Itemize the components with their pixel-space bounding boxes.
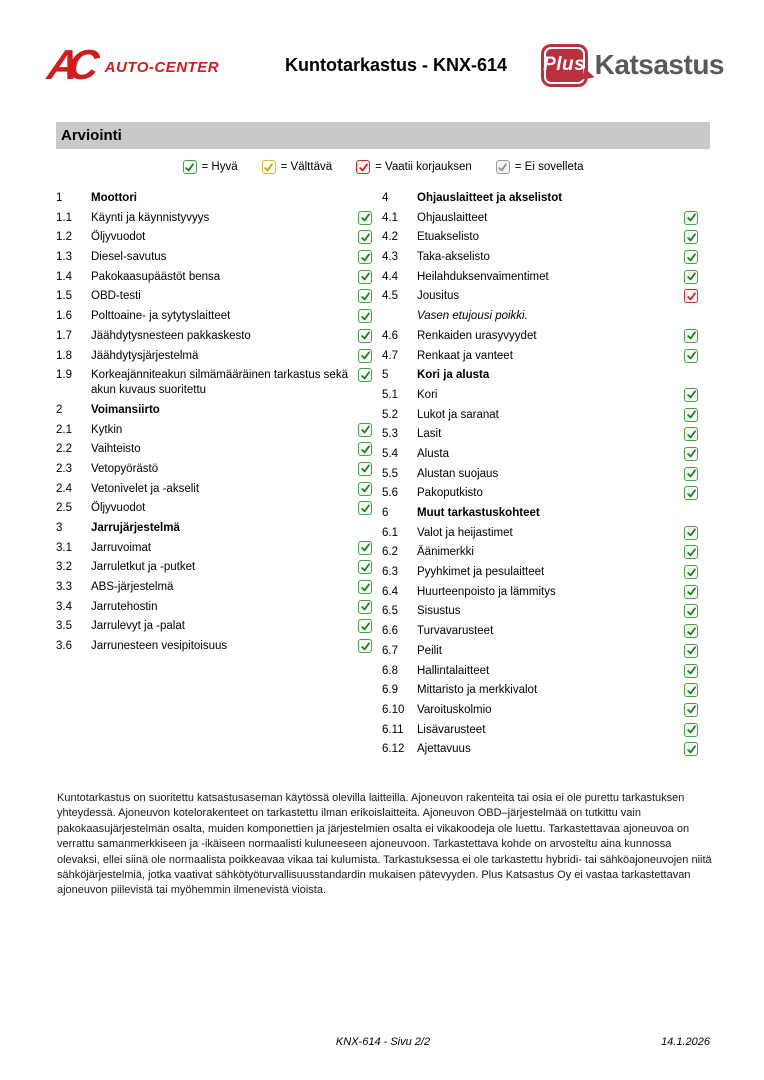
status-checkbox-good-icon	[684, 585, 698, 599]
autocenter-logo	[44, 41, 263, 88]
report-header	[44, 36, 724, 94]
item-number: 5.3	[382, 428, 398, 441]
checklist-row	[56, 501, 372, 516]
checklist-row	[56, 309, 372, 324]
status-checkbox-good-icon	[684, 408, 698, 422]
status-checkbox-good-icon	[358, 600, 372, 614]
checklist-row	[382, 191, 698, 206]
status-checkbox-good-icon	[684, 683, 698, 697]
checklist-row	[382, 309, 698, 324]
autocenter-monogram-icon: AC	[44, 41, 93, 88]
item-number: 4.6	[382, 329, 398, 342]
legend-label: = Vaatii korjauksen	[375, 161, 472, 173]
footer-page-number: KNX-614 - Sivu 2/2	[335, 1036, 431, 1048]
item-number: 2.3	[56, 462, 72, 475]
checklist-row	[56, 270, 372, 285]
status-checkbox-good-icon	[684, 664, 698, 678]
status-checkbox-good-icon	[358, 309, 372, 323]
item-label: Polttoaine- ja sytytyslaitteet	[91, 310, 231, 323]
item-number: 3.6	[56, 640, 72, 653]
page-footer	[56, 1036, 710, 1052]
item-number: 6.12	[382, 743, 405, 756]
item-label: Alustan suojaus	[417, 467, 499, 480]
checklist-row	[56, 230, 372, 245]
item-number: 1.9	[56, 369, 72, 382]
item-label: Jarruvoimat	[91, 541, 152, 554]
checklist-row	[382, 723, 698, 738]
item-label: Diesel-savutus	[91, 251, 167, 264]
legend-item-repair	[356, 160, 472, 174]
item-number: 1	[56, 192, 63, 204]
item-number: 3	[56, 522, 63, 534]
item-number: 6.4	[382, 585, 398, 598]
section-label: Jarrujärjestelmä	[91, 522, 180, 534]
item-label: Valot ja heijastimet	[417, 526, 513, 539]
item-number: 6.6	[382, 625, 398, 638]
item-number: 6.9	[382, 684, 398, 697]
item-label: Käynti ja käynnistyvyys	[91, 211, 210, 224]
item-label: Ohjauslaitteet	[417, 211, 488, 224]
checklist-row	[382, 368, 698, 383]
section-label: Muut tarkastuskohteet	[417, 507, 540, 519]
item-number: 4.5	[382, 290, 398, 303]
checklist-row	[56, 289, 372, 304]
checklist-row	[382, 683, 698, 698]
item-number: 1.2	[56, 231, 72, 244]
checklist-row	[56, 600, 372, 615]
item-number: 1.8	[56, 349, 72, 362]
item-number: 4.7	[382, 349, 398, 362]
status-checkbox-good-icon	[358, 250, 372, 264]
checklist-row	[56, 580, 372, 595]
item-label: Renkaat ja vanteet	[417, 349, 513, 362]
checklist-row	[382, 604, 698, 619]
item-label: Heilahduksenvaimentimet	[417, 270, 549, 283]
item-number: 6.8	[382, 664, 398, 677]
item-label: Hallintalaitteet	[417, 664, 490, 677]
status-checkbox-good-icon	[684, 329, 698, 343]
checklist-row	[56, 211, 372, 226]
checklist-column-right	[382, 191, 698, 762]
item-label: Kytkin	[91, 423, 123, 436]
section-header-arviointi: Arviointi	[56, 122, 710, 149]
checklist-row	[56, 442, 372, 457]
item-number: 1.7	[56, 329, 72, 342]
item-label: Mittaristo ja merkkivalot	[417, 684, 538, 697]
item-number: 6.2	[382, 546, 398, 559]
item-label: Jäähdytysjärjestelmä	[91, 349, 199, 362]
item-number: 3.5	[56, 620, 72, 633]
checklist-row	[382, 349, 698, 364]
checklist-row	[382, 644, 698, 659]
item-label: Jarrutehostin	[91, 600, 158, 613]
status-checkbox-good-icon	[684, 230, 698, 244]
status-checkbox-fair-icon	[262, 160, 276, 174]
checklist-row	[56, 462, 372, 477]
item-number: 3.2	[56, 561, 72, 574]
legend-label: = Ei sovelleta	[514, 161, 584, 173]
status-checkbox-repair-icon	[684, 289, 698, 303]
item-number: 5.4	[382, 447, 398, 460]
checklist-row	[382, 329, 698, 344]
item-label: Öljyvuodot	[91, 231, 146, 244]
status-checkbox-good-icon	[684, 467, 698, 481]
status-checkbox-good-icon	[684, 644, 698, 658]
checklist-row	[56, 541, 372, 556]
item-number: 6	[382, 507, 389, 519]
item-label: Etuakselisto	[417, 231, 480, 244]
item-label: Peilit	[417, 644, 442, 657]
plus-badge-icon: Plus	[541, 44, 588, 87]
checklist-row	[56, 329, 372, 344]
katsastus-logo-text: Katsastus	[594, 49, 724, 80]
checklist-row	[56, 619, 372, 634]
checklist-row	[56, 560, 372, 575]
item-label: Öljyvuodot	[91, 502, 146, 515]
status-checkbox-good-icon	[358, 270, 372, 284]
status-checkbox-good-icon	[358, 580, 372, 594]
item-number: 2.4	[56, 482, 72, 495]
item-label: Äänimerkki	[417, 546, 474, 559]
item-label: Pakokaasupäästöt bensa	[91, 270, 221, 283]
item-label: Jarruletkut ja -putket	[91, 561, 196, 574]
checklist-row	[382, 742, 698, 757]
status-checkbox-good-icon	[684, 604, 698, 618]
checklist-row	[382, 250, 698, 265]
item-number: 6.10	[382, 703, 405, 716]
status-checkbox-good-icon	[358, 423, 372, 437]
item-label: Ajettavuus	[417, 743, 471, 756]
autocenter-logo-text: AUTO-CENTER	[104, 58, 220, 76]
checklist-row	[382, 703, 698, 718]
item-label: Lasit	[417, 428, 442, 441]
checklist-row	[382, 565, 698, 580]
checklist-row	[56, 349, 372, 364]
checklist-row	[56, 368, 372, 398]
legend-item-good	[183, 160, 238, 174]
status-checkbox-good-icon	[684, 526, 698, 540]
checklist-row	[382, 388, 698, 403]
checklist-row	[56, 482, 372, 497]
status-legend	[56, 160, 710, 174]
checklist-row	[56, 191, 372, 206]
checklist-row	[382, 230, 698, 245]
item-number: 6.11	[382, 723, 404, 736]
item-label: Lisävarusteet	[417, 723, 486, 736]
item-label: Jäähdytysnesteen pakkaskesto	[91, 329, 251, 342]
item-number: 2.2	[56, 443, 72, 456]
item-label: Pyyhkimet ja pesulaitteet	[417, 566, 545, 579]
item-label: Kori	[417, 388, 438, 401]
footer-date: 14.1.2026	[661, 1036, 710, 1048]
legend-label: = Hyvä	[201, 161, 238, 173]
item-label: Jarrulevyt ja -palat	[91, 620, 185, 633]
plus-katsastus-logo	[529, 44, 724, 87]
item-number: 6.5	[382, 605, 398, 618]
item-label: Pakoputkisto	[417, 487, 483, 500]
checklist-row	[382, 664, 698, 679]
checklist-column-left	[56, 191, 372, 659]
item-number: 6.7	[382, 644, 398, 657]
checklist-row	[56, 250, 372, 265]
status-checkbox-good-icon	[684, 270, 698, 284]
status-checkbox-good-icon	[358, 482, 372, 496]
checklist-row	[382, 408, 698, 423]
status-checkbox-good-icon	[684, 388, 698, 402]
status-checkbox-good-icon	[358, 329, 372, 343]
item-label: ABS-järjestelmä	[91, 581, 174, 594]
status-checkbox-good-icon	[358, 619, 372, 633]
item-label: Korkeajänniteakun silmämääräinen tarkastus sekä akun kuvaus suoritettu	[91, 369, 348, 397]
status-checkbox-good-icon	[684, 723, 698, 737]
item-number: 1.3	[56, 251, 72, 264]
checklist-row	[56, 521, 372, 536]
item-label: Jarrunesteen vesipitoisuus	[91, 640, 228, 653]
checklist-row	[56, 639, 372, 654]
legend-item-na	[496, 160, 584, 174]
item-number: 4.1	[382, 211, 398, 224]
item-number: 4	[382, 192, 389, 204]
legend-label: = Välttävä	[280, 161, 333, 173]
checklist-row	[382, 447, 698, 462]
status-checkbox-good-icon	[358, 289, 372, 303]
checklist-row	[382, 289, 698, 304]
item-number: 2.5	[56, 502, 72, 515]
checklist-row	[382, 467, 698, 482]
item-number: 4.2	[382, 231, 398, 244]
item-number: 4.3	[382, 251, 398, 264]
status-checkbox-good-icon	[358, 560, 372, 574]
checklist-row	[382, 624, 698, 639]
checklist-row	[382, 211, 698, 226]
item-label: OBD-testi	[91, 290, 141, 303]
item-number: 1.5	[56, 290, 72, 303]
section-label: Kori ja alusta	[417, 369, 490, 382]
status-checkbox-good-icon	[358, 639, 372, 653]
item-number: 5.2	[382, 408, 398, 421]
item-number: 5.5	[382, 467, 398, 480]
item-number: 1.1	[56, 211, 72, 224]
legend-item-fair	[262, 160, 332, 174]
status-checkbox-good-icon	[684, 447, 698, 461]
status-checkbox-good-icon	[684, 250, 698, 264]
item-number: 3.4	[56, 600, 72, 613]
item-label: Vetonivelet ja -akselit	[91, 482, 200, 495]
item-number: 3.3	[56, 581, 72, 594]
status-checkbox-good-icon	[358, 442, 372, 456]
checklist-row	[56, 423, 372, 438]
status-checkbox-na-icon	[496, 160, 510, 174]
status-checkbox-good-icon	[358, 541, 372, 555]
item-number: 2.1	[56, 423, 72, 436]
status-checkbox-good-icon	[684, 703, 698, 717]
item-number: 5.1	[382, 388, 398, 401]
section-label: Ohjauslaitteet ja akselistot	[417, 192, 563, 204]
disclaimer-text: Kuntotarkastus on suoritettu katsastusaseman käytössä olevilla laitteilla. Ajoneuvon rakenteita tai osia ei ole purettu tarkastuksen yhteydessä. Ajoneuvon kotelorakenteet on tarkastettu ilman erikoislaitteita. Ajoneuvon OBD–järjestelmää on tutkittu vain pakokaasujärjestelmän osalta, muiden komponettien ja järjestelmien osalta ei vikakoodeja ole luettu. Tarkastettavaa ajoneuvoa on verrattu samanmerkkiseen ja -ikäiseen normaalisti kuluneeseen ajoneuvoon. Tarkastettava kohde on arvosteltu aina kunnossa olevaksi, ellei siinä ole normaalista poikkeavaa vikaa tai kulumista. Tarkastuksessa ei ole tarkastettu hybridi- tai sähköajoneuvojen niitä sähköjärjestelmiä, jotka vaativat sähkötyöturvallisuusstandardin mukaisen pätevyyden. Plus Katsastus Oy ei vastaa tarkastettavan ajoneuvon piilevistä tai myöhemmin ilmenevistä vioista.	[57, 792, 712, 897]
item-label: Taka-akselisto	[417, 251, 490, 264]
item-label: Varoituskolmio	[417, 703, 492, 716]
page-title: Kuntotarkastus - KNX-614	[284, 54, 508, 75]
item-number: 6.1	[382, 526, 398, 539]
item-number: 1.4	[56, 270, 72, 283]
checklist-row	[382, 545, 698, 560]
item-label: Vetopyörästö	[91, 462, 159, 475]
item-number: 1.6	[56, 310, 72, 323]
item-note: Vasen etujousi poikki.	[417, 310, 528, 323]
status-checkbox-good-icon	[358, 462, 372, 476]
status-checkbox-good-icon	[358, 211, 372, 225]
status-checkbox-good-icon	[684, 624, 698, 638]
checklist-row	[382, 486, 698, 501]
status-checkbox-good-icon	[684, 742, 698, 756]
item-label: Jousitus	[417, 290, 460, 303]
status-checkbox-good-icon	[684, 565, 698, 579]
item-label: Huurteenpoisto ja lämmitys	[417, 585, 556, 598]
checklist-row	[382, 526, 698, 541]
item-label: Sisustus	[417, 605, 461, 618]
item-number: 2	[56, 403, 63, 416]
item-label: Lukot ja saranat	[417, 408, 499, 421]
item-number: 5	[382, 369, 389, 382]
status-checkbox-repair-icon	[356, 160, 370, 174]
checklist-row	[382, 270, 698, 285]
status-checkbox-good-icon	[358, 368, 372, 382]
item-number: 6.3	[382, 566, 398, 579]
checklist-row	[382, 427, 698, 442]
status-checkbox-good-icon	[684, 427, 698, 441]
item-label: Vaihteisto	[91, 443, 141, 456]
status-checkbox-good-icon	[684, 545, 698, 559]
section-label: Voimansiirto	[91, 403, 160, 416]
checklist-row	[56, 403, 372, 418]
item-label: Renkaiden urasyvyydet	[417, 329, 537, 342]
status-checkbox-good-icon	[358, 230, 372, 244]
section-label: Moottori	[91, 192, 137, 204]
status-checkbox-good-icon	[358, 349, 372, 363]
status-checkbox-good-icon	[684, 486, 698, 500]
status-checkbox-good-icon	[684, 349, 698, 363]
item-label: Alusta	[417, 447, 449, 460]
item-number: 4.4	[382, 270, 398, 283]
item-number: 3.1	[56, 541, 72, 554]
status-checkbox-good-icon	[183, 160, 197, 174]
status-checkbox-good-icon	[684, 211, 698, 225]
item-label: Turvavarusteet	[417, 625, 494, 638]
checklist-row	[382, 506, 698, 521]
status-checkbox-good-icon	[358, 501, 372, 515]
item-number: 5.6	[382, 487, 398, 500]
checklist-row	[382, 585, 698, 600]
